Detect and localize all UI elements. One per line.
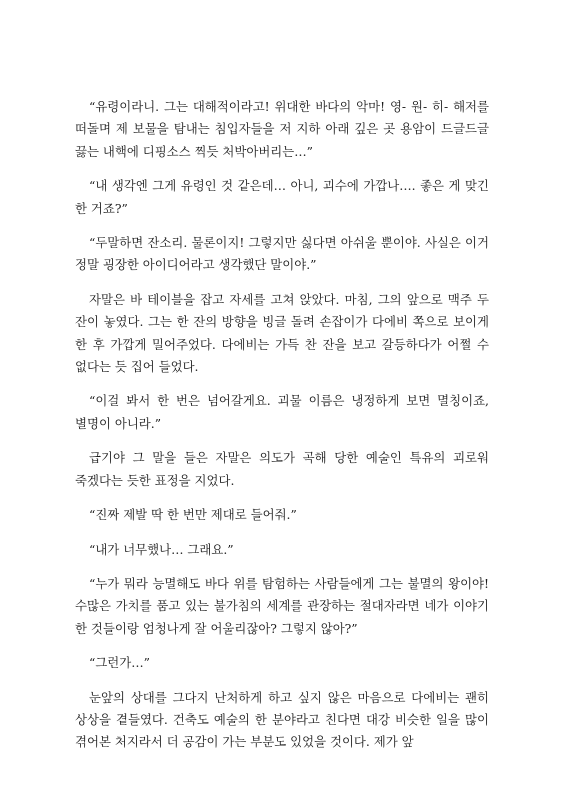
paragraph: “유령이라니. 그는 대해적이라고! 위대한 바다의 악마! 영- 원- 히- 해저를 떠돌며 제 보물을 탐내는 침입자들을 저 지하 아래 깊은 곳 용암이 드글드글 끓는 내핵에 디핑소스 찍듯 처박아버리는…” [75,99,489,159]
paragraph: “내가 너무했나… 그래요.” [89,541,234,557]
paragraph: 자말은 바 테이블을 잡고 자세를 고쳐 앉았다. 마침, 그의 앞으로 맥주 두 잔이 놓였다. 그는 한 잔의 방향을 빙글 돌려 손잡이가 다에비 쪽으로 보이게 한 후 가깝게 밀어주었다. 다에비는 가득 찬 잔을 보고 갈등하다가 어쩔 수 없다는 듯 집어 들었다. [75,291,489,375]
paragraph: “이걸 봐서 한 번은 넘어갈게요. 괴물 이름은 냉정하게 보면 멸칭이죠, 별명이 아니라.” [75,393,489,431]
paragraph: 급기야 그 말을 들은 자말은 의도가 곡해 당한 예술인 특유의 괴로워 죽겠다는 듯한 표정을 지었다. [75,450,489,488]
paragraph: 눈앞의 상대를 그다지 난처하게 하고 싶지 않은 마음으로 다에비는 괜히 상상을 곁들였다. 건축도 예술의 한 분야라고 친다면 대강 비슷한 일을 많이 겪어본 처지라서 더 공감이 가는 부분도 있었을 것이다. 제가 앞 [75,689,489,750]
paragraph: “진짜 제발 딱 한 번만 제대로 들어줘.” [89,507,297,523]
document-page [75,96,489,766]
paragraph: “그런가…” [89,655,150,671]
paragraph: “누가 뭐라 능멸해도 바다 위를 탐험하는 사람들에게 그는 불멸의 왕이야! 수많은 가치를 품고 있는 불가침의 세계를 관장하는 절대자라면 네가 이야기 한 것들이랑 엄청나게 잘 어울리잖아? 그렇지 않아?” [75,575,489,636]
paragraph: “두말하면 잔소리. 물론이지! 그렇지만 싫다면 아쉬울 뿐이야. 사실은 이거 정말 굉장한 아이디어라고 생각했단 말이야.” [75,235,489,273]
paragraph: “내 생각엔 그게 유령인 것 같은데… 아니, 괴수에 가깝나…. 좋은 게 맞긴 한 거죠?” [75,178,489,216]
